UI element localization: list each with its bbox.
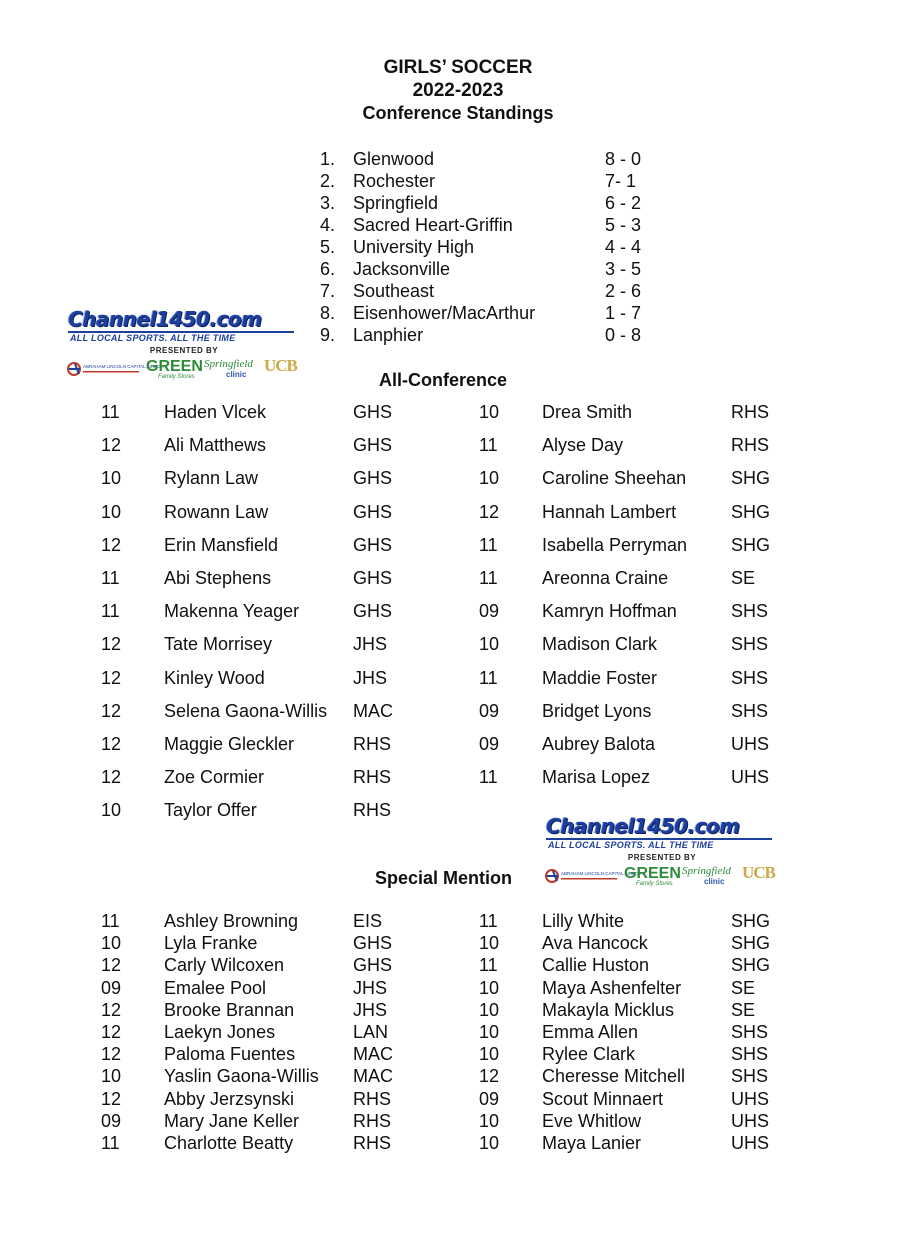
player-name: Emma Allen <box>542 1022 639 1042</box>
standings-rank: 9. <box>320 325 336 345</box>
player-school: GHS <box>353 501 393 522</box>
player-school: UHS <box>731 1110 770 1131</box>
airport-logo-icon-2 <box>544 865 645 887</box>
player-name: Lilly White <box>542 911 625 931</box>
player-school: JHS <box>353 999 388 1020</box>
channel1450-logo-2 <box>542 815 782 891</box>
player-name: Scout Minnaert <box>542 1088 664 1109</box>
player-name: Selena Gaona-Willis <box>164 700 328 721</box>
player-school: RHS <box>353 767 392 788</box>
player-school: SHS <box>731 700 769 721</box>
player-name: Brooke Brannan <box>164 999 295 1020</box>
player-grade: 10 <box>479 999 500 1020</box>
player-grade: 11 <box>101 402 120 422</box>
player-grade: 12 <box>101 634 122 655</box>
standings-record: 3 - 5 <box>605 259 642 279</box>
season-label: 2022-2023 <box>412 80 504 101</box>
player-grade: 11 <box>101 911 120 931</box>
player-name: Alyse Day <box>542 435 624 456</box>
player-school: SHS <box>731 1022 769 1042</box>
player-grade: 10 <box>479 1044 500 1065</box>
player-name: Mary Jane Keller <box>164 1110 300 1131</box>
player-school: JHS <box>353 667 388 688</box>
standings-team: Glenwood <box>353 149 435 169</box>
standings-row <box>320 258 660 280</box>
player-school: EIS <box>353 911 383 931</box>
player-name: Haden Vlcek <box>164 402 267 422</box>
standings-record: 2 - 6 <box>605 281 642 301</box>
standings-rank: 7. <box>320 281 336 301</box>
player-grade: 12 <box>479 501 500 522</box>
player-name: Lyla Franke <box>164 933 258 954</box>
player-grade: 12 <box>101 435 122 456</box>
player-school: SHG <box>731 911 771 931</box>
player-grade: 11 <box>479 667 498 688</box>
player-school: GHS <box>353 435 393 456</box>
player-name: Marisa Lopez <box>542 767 651 788</box>
logo-presented-by: PRESENTED BY <box>149 346 219 355</box>
standings-record: 0 - 8 <box>605 325 642 345</box>
ucb-logo-2: UCB <box>742 863 775 882</box>
player-school: GHS <box>353 468 393 489</box>
player-name: Hannah Lambert <box>542 501 677 522</box>
airport-logo-icon <box>66 358 167 380</box>
player-grade: 09 <box>479 1088 500 1109</box>
player-name: Cheresse Mitchell <box>542 1066 686 1087</box>
player-school: RHS <box>353 734 392 754</box>
player-name: Maggie Gleckler <box>164 734 295 754</box>
player-name: Callie Huston <box>542 955 650 976</box>
logo-sponsor-airport: ABRAHAM LINCOLN CAPITAL AIRPORT <box>83 364 167 369</box>
player-school: SHG <box>731 933 771 954</box>
standings-record: 7- 1 <box>605 171 637 191</box>
green-stores-logo-2: GREEN <box>624 865 681 882</box>
player-school: UHS <box>731 1133 770 1153</box>
channel1450-logo <box>64 308 304 384</box>
player-grade: 10 <box>479 468 500 489</box>
player-name: Abi Stephens <box>164 568 272 588</box>
player-grade: 12 <box>101 999 122 1020</box>
player-name: Areonna Craine <box>542 568 669 588</box>
player-grade: 11 <box>479 534 498 555</box>
player-name: Erin Mansfield <box>164 534 279 555</box>
all-conference-heading: All-Conference <box>379 370 508 390</box>
player-name: Zoe Cormier <box>164 767 265 788</box>
player-name: Ashley Browning <box>164 911 299 931</box>
player-grade: 12 <box>101 955 122 976</box>
player-name: Emalee Pool <box>164 977 267 998</box>
player-grade: 11 <box>479 568 498 588</box>
player-grade: 10 <box>101 1066 122 1087</box>
logo-tagline: ALL LOCAL SPORTS. ALL THE TIME <box>70 333 236 343</box>
green-stores-sub: Family Stores <box>158 374 195 380</box>
player-grade: 09 <box>479 601 500 622</box>
player-school: RHS <box>731 435 770 456</box>
player-name: Makayla Micklus <box>542 999 675 1020</box>
player-grade: 10 <box>479 1022 500 1042</box>
standings-team: Springfield <box>353 193 439 213</box>
player-name: Eve Whitlow <box>542 1110 642 1131</box>
logo-brand-2: Channel1450.com <box>546 814 740 838</box>
page-title: GIRLS’ SOCCER <box>383 57 533 78</box>
player-grade: 10 <box>101 468 122 489</box>
standings-record: 4 - 4 <box>605 237 642 257</box>
player-school: UHS <box>731 734 770 754</box>
player-school: SE <box>731 977 756 998</box>
standings-row <box>320 170 660 192</box>
standings-team: Jacksonville <box>353 259 451 279</box>
player-school: RHS <box>353 1110 392 1131</box>
standings-row <box>320 148 660 170</box>
player-name: Drea Smith <box>542 402 633 422</box>
player-school: SE <box>731 568 756 588</box>
player-grade: 11 <box>479 767 498 788</box>
springfield-clinic-logo-2: Springfield <box>682 865 731 877</box>
player-grade: 11 <box>479 955 498 976</box>
standings-team: Southeast <box>353 281 435 301</box>
player-name: Makenna Yeager <box>164 601 300 622</box>
clinic-label-2: clinic <box>704 877 725 886</box>
player-grade: 10 <box>479 634 500 655</box>
standings-heading: Conference Standings <box>362 103 554 123</box>
standings-rank: 1. <box>320 149 336 169</box>
player-grade: 12 <box>101 1088 122 1109</box>
springfield-clinic-logo: Springfield <box>204 358 253 370</box>
player-grade: 10 <box>479 402 500 422</box>
player-name: Maya Lanier <box>542 1133 642 1153</box>
standings-team: Sacred Heart-Griffin <box>353 215 513 235</box>
player-grade: 10 <box>101 933 122 954</box>
player-name: Isabella Perryman <box>542 534 688 555</box>
player-school: LAN <box>353 1022 389 1042</box>
player-name: Abby Jerzsynski <box>164 1088 295 1109</box>
player-school: SHS <box>731 1066 769 1087</box>
player-name: Laekyn Jones <box>164 1022 276 1042</box>
standings-rank: 4. <box>320 215 336 235</box>
player-grade: 10 <box>479 1133 500 1153</box>
player-name: Rylann Law <box>164 468 259 489</box>
player-school: UHS <box>731 767 770 788</box>
player-school: SHS <box>731 634 769 655</box>
player-name: Tate Morrisey <box>164 634 273 655</box>
player-school: SHS <box>731 667 769 688</box>
player-school: JHS <box>353 634 388 655</box>
player-name: Kinley Wood <box>164 667 265 688</box>
standings-record: 5 - 3 <box>605 215 642 235</box>
player-school: RHS <box>353 800 392 821</box>
player-grade: 09 <box>101 977 122 998</box>
player-grade: 10 <box>479 977 500 998</box>
player-grade: 12 <box>101 700 122 721</box>
player-grade: 11 <box>101 601 120 622</box>
player-grade: 09 <box>479 734 500 754</box>
standings-rank: 2. <box>320 171 336 191</box>
player-name: Caroline Sheehan <box>542 468 687 489</box>
player-grade: 10 <box>101 800 122 821</box>
player-school: GHS <box>353 402 393 422</box>
player-name: Paloma Fuentes <box>164 1044 296 1065</box>
player-grade: 12 <box>101 534 122 555</box>
logo-sponsor-airport-2: ABRAHAM LINCOLN CAPITAL AIRPORT <box>561 871 645 876</box>
standings-row <box>320 192 660 214</box>
player-grade: 09 <box>101 1110 122 1131</box>
player-name: Ava Hancock <box>542 933 648 954</box>
player-grade: 12 <box>101 767 122 788</box>
player-school: GHS <box>353 601 393 622</box>
ucb-logo: UCB <box>264 356 297 375</box>
standings-rank: 8. <box>320 303 336 323</box>
player-school: SHG <box>731 534 771 555</box>
logo-brand: Channel1450.com <box>68 307 262 331</box>
green-stores-logo: GREEN <box>146 358 203 375</box>
player-school: UHS <box>731 1088 770 1109</box>
standings-record: 6 - 2 <box>605 193 642 213</box>
standings-row <box>320 236 660 258</box>
player-grade: 11 <box>479 435 498 456</box>
standings-team: Lanphier <box>353 325 424 345</box>
player-name: Maddie Foster <box>542 667 658 688</box>
player-school: MAC <box>353 1066 393 1087</box>
player-grade: 12 <box>101 734 122 754</box>
player-grade: 12 <box>101 1044 122 1065</box>
player-name: Charlotte Beatty <box>164 1133 294 1153</box>
standings-team: Rochester <box>353 171 436 191</box>
player-grade: 09 <box>479 700 500 721</box>
standings-rank: 6. <box>320 259 336 279</box>
player-school: GHS <box>353 568 393 588</box>
standings-record: 8 - 0 <box>605 149 642 169</box>
player-school: JHS <box>353 977 388 998</box>
title-block <box>0 56 916 124</box>
player-school: RHS <box>731 402 770 422</box>
player-name: Madison Clark <box>542 634 658 655</box>
player-grade: 10 <box>101 501 122 522</box>
player-school: SHG <box>731 955 771 976</box>
standings-row <box>320 280 660 302</box>
player-school: SHG <box>731 501 771 522</box>
player-name: Taylor Offer <box>164 800 257 821</box>
player-grade: 10 <box>479 1110 500 1131</box>
player-name: Bridget Lyons <box>542 700 652 721</box>
player-name: Yaslin Gaona-Willis <box>164 1066 319 1087</box>
standings-team: Eisenhower/MacArthur <box>353 303 536 323</box>
player-school: GHS <box>353 933 393 954</box>
standings-rank: 5. <box>320 237 336 257</box>
standings-team: University High <box>353 237 475 257</box>
green-stores-sub-2: Family Stores <box>636 881 673 887</box>
player-grade: 12 <box>101 667 122 688</box>
player-name: Rowann Law <box>164 501 269 522</box>
special-mention-heading: Special Mention <box>375 868 513 888</box>
standings-row <box>320 302 660 324</box>
player-grade: 11 <box>479 911 498 931</box>
player-school: GHS <box>353 534 393 555</box>
player-name: Ali Matthews <box>164 435 267 456</box>
player-name: Carly Wilcoxen <box>164 955 285 976</box>
player-grade: 12 <box>101 1022 122 1042</box>
player-school: RHS <box>353 1133 392 1153</box>
player-school: MAC <box>353 1044 393 1065</box>
player-school: SHS <box>731 601 769 622</box>
standings-list <box>320 148 660 348</box>
player-name: Rylee Clark <box>542 1044 636 1065</box>
player-grade: 12 <box>479 1066 500 1087</box>
logo-tagline-2: ALL LOCAL SPORTS. ALL THE TIME <box>548 840 714 850</box>
logo-presented-by-2: PRESENTED BY <box>627 853 697 862</box>
clinic-label: clinic <box>226 370 247 379</box>
player-name: Aubrey Balota <box>542 734 656 754</box>
standings-record: 1 - 7 <box>605 303 642 323</box>
standings-rank: 3. <box>320 193 336 213</box>
player-school: RHS <box>353 1088 392 1109</box>
standings-row <box>320 214 660 236</box>
player-school: GHS <box>353 955 393 976</box>
player-grade: 10 <box>479 933 500 954</box>
player-school: SHS <box>731 1044 769 1065</box>
player-school: MAC <box>353 700 393 721</box>
player-school: SE <box>731 999 756 1020</box>
player-name: Maya Ashenfelter <box>542 977 682 998</box>
player-name: Kamryn Hoffman <box>542 601 677 622</box>
player-grade: 11 <box>101 1133 120 1153</box>
player-grade: 11 <box>101 568 120 588</box>
standings-row <box>320 324 660 348</box>
player-school: SHG <box>731 468 771 489</box>
